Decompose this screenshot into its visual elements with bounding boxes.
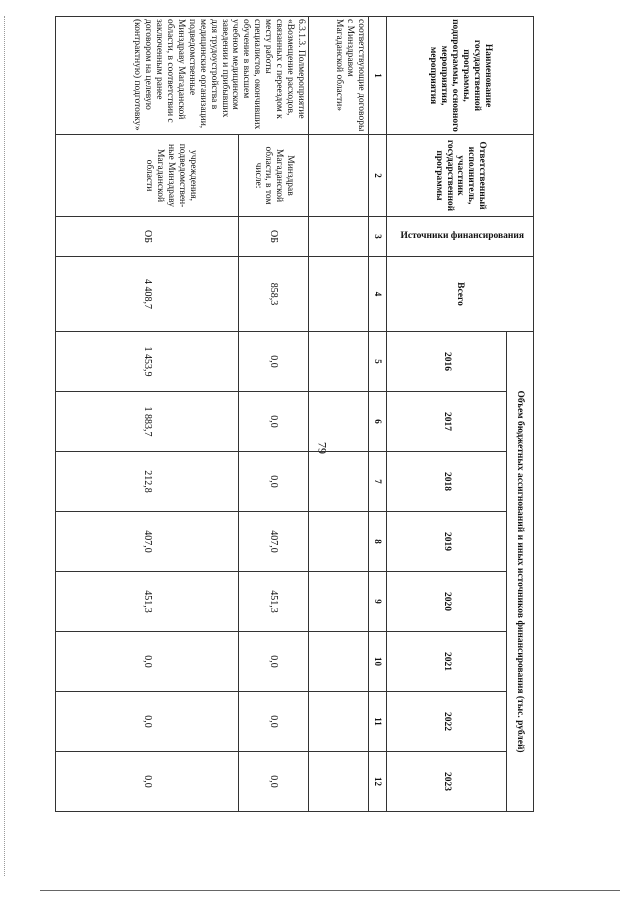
row-value bbox=[309, 572, 369, 632]
row-value: 407,0 bbox=[239, 512, 309, 572]
column-number: 5 bbox=[369, 332, 387, 392]
budget-table-rotated bbox=[56, 16, 534, 811]
row-total: 858,3 bbox=[239, 257, 309, 332]
row-value: 1 883,7 bbox=[56, 392, 239, 452]
header-year: 2020 bbox=[387, 572, 507, 632]
column-number: 3 bbox=[369, 217, 387, 257]
row-value: 0,0 bbox=[239, 332, 309, 392]
scan-bottom-line bbox=[40, 890, 620, 891]
header-year: 2017 bbox=[387, 392, 507, 452]
row-value: 0,0 bbox=[56, 692, 239, 752]
header-year: 2022 bbox=[387, 692, 507, 752]
row-value: 451,3 bbox=[56, 572, 239, 632]
row-value bbox=[309, 392, 369, 452]
column-number: 12 bbox=[369, 752, 387, 812]
row-value: 0,0 bbox=[239, 392, 309, 452]
page-edge-line bbox=[4, 16, 6, 876]
row-value: 451,3 bbox=[239, 572, 309, 632]
row-name: соответствующие договоры с Минздравом Магаданской области» bbox=[309, 17, 369, 135]
column-number: 2 bbox=[369, 135, 387, 217]
column-number: 10 bbox=[369, 632, 387, 692]
row-value: 407,0 bbox=[56, 512, 239, 572]
row-value: 0,0 bbox=[239, 452, 309, 512]
row-value: 0,0 bbox=[239, 632, 309, 692]
row-source bbox=[309, 217, 369, 257]
column-number: 7 bbox=[369, 452, 387, 512]
header-executor: Ответственный исполнитель, участник государственной программы bbox=[387, 135, 534, 217]
header-year: 2021 bbox=[387, 632, 507, 692]
row-value: 0,0 bbox=[56, 752, 239, 812]
row-source: ОБ bbox=[56, 217, 239, 257]
row-value: 0,0 bbox=[239, 752, 309, 812]
row-executor: Минздрав Магаданской области, в том числе: bbox=[239, 135, 309, 217]
row-executor bbox=[309, 135, 369, 217]
row-value: 212,8 bbox=[56, 452, 239, 512]
header-year: 2019 bbox=[387, 512, 507, 572]
header-source bbox=[387, 217, 534, 257]
table-row bbox=[239, 17, 309, 812]
row-value: 0,0 bbox=[239, 692, 309, 752]
header-total: Всего bbox=[387, 257, 534, 332]
table-row bbox=[309, 17, 369, 812]
row-value bbox=[309, 752, 369, 812]
header-year: 2018 bbox=[387, 452, 507, 512]
row-value bbox=[309, 452, 369, 512]
row-value bbox=[309, 632, 369, 692]
column-number: 1 bbox=[369, 17, 387, 135]
row-total: 4 408,7 bbox=[56, 257, 239, 332]
budget-table bbox=[55, 16, 534, 812]
header-funding-title: Объем бюджетных ассигнований и иных источников финансирования (тыс. рублей) bbox=[507, 332, 534, 812]
row-value bbox=[309, 512, 369, 572]
row-value bbox=[309, 692, 369, 752]
header-source-text: Источники финансирования bbox=[400, 231, 524, 242]
header-year: 2016 bbox=[387, 332, 507, 392]
table-row bbox=[56, 17, 239, 812]
row-name: 6.3.1.3. Полмероприятие «Возмещение расходов, связанных с переездом к месту работы специалистов, окончивших обучение в высшем учебном медицинском заведении и прибывших для трудоустройства в медицинские организации, подведомственные Минздраву Магаданской области, в соответствии с заключенным ранее договором на целевую (контрактную) подготовку» bbox=[56, 17, 309, 135]
row-total bbox=[309, 257, 369, 332]
column-number: 8 bbox=[369, 512, 387, 572]
column-number: 6 bbox=[369, 392, 387, 452]
header-year: 2023 bbox=[387, 752, 507, 812]
page-number: 79 bbox=[315, 442, 330, 454]
row-value: 0,0 bbox=[56, 632, 239, 692]
header-name: Наименование государственной программы, подпрограммы, основного мероприятия, мероприятия bbox=[387, 17, 534, 135]
row-value bbox=[309, 332, 369, 392]
column-number: 9 bbox=[369, 572, 387, 632]
row-executor: учреждения, подведомствен-ные Минздраву Магаданской области bbox=[56, 135, 239, 217]
row-source: ОБ bbox=[239, 217, 309, 257]
column-number: 11 bbox=[369, 692, 387, 752]
row-value: 1 453,9 bbox=[56, 332, 239, 392]
column-number: 4 bbox=[369, 257, 387, 332]
